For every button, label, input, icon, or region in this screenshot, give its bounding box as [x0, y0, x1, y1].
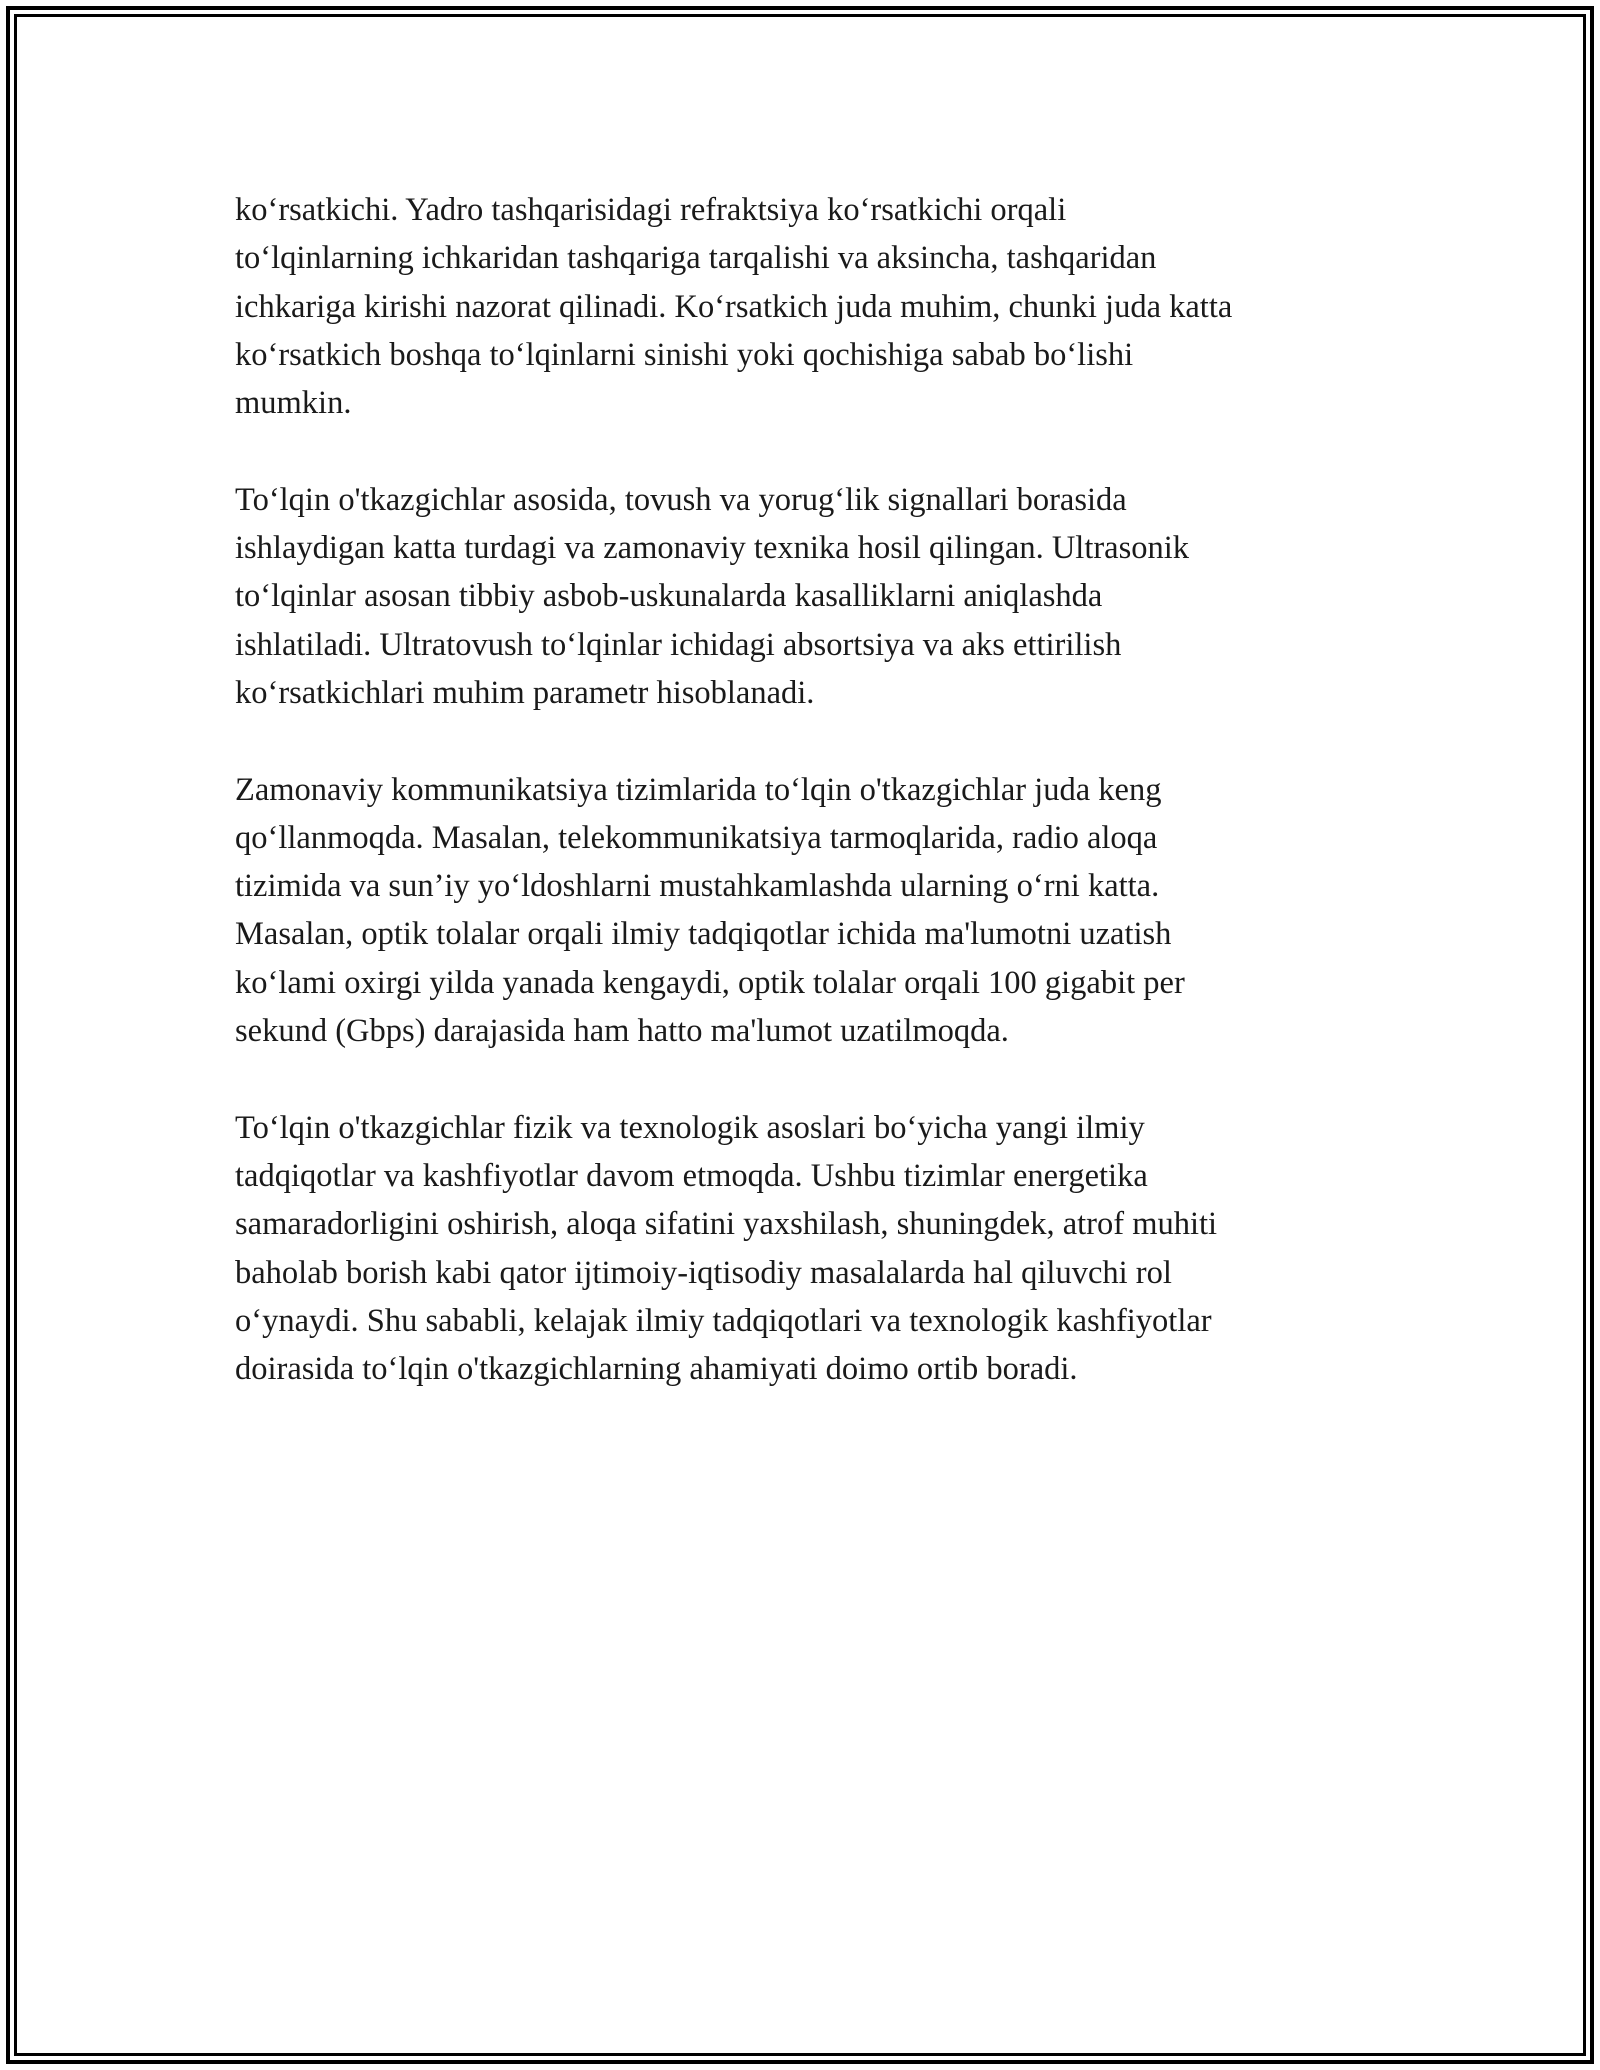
text-line: to‘lqinlarning ichkaridan tashqariga tarqalishi va aksincha, tashqaridan — [235, 240, 1157, 277]
text-line: sekund (Gbps) darajasida ham hatto ma'lumot uzatilmoqda. — [235, 1013, 1009, 1050]
text-line: qo‘llanmoqda. Masalan, telekommunikatsiya tarmoqlarida, radio aloqa — [235, 819, 1158, 856]
text-line: baholab borish kabi qator ijtimoiy-iqtisodiy masalalarda hal qiluvchi rol — [235, 1254, 1172, 1291]
text-line: to‘lqinlar asosan tibbiy asbob-uskunalarda kasalliklarni aniqlashda — [235, 578, 1103, 615]
paragraph-3 — [235, 766, 1375, 1056]
document-body — [235, 186, 1375, 1442]
text-line: mumkin. — [235, 385, 352, 422]
text-line: ishlatiladi. Ultratovush to‘lqinlar ichidagi absortsiya va aks ettirilish — [235, 626, 1122, 663]
text-line: ko‘rsatkich boshqa to‘lqinlarni sinishi yoki qochishiga sabab bo‘lishi — [235, 336, 1134, 373]
text-line: ko‘rsatkichi. Yadro tashqarisidagi refraktsiya ko‘rsatkichi orqali — [235, 192, 1067, 228]
text-line: To‘lqin o'tkazgichlar fizik va texnologik asoslari bo‘yicha yangi ilmiy — [235, 1109, 1145, 1146]
paragraph-2 — [235, 476, 1375, 717]
text-line: Zamonaviy kommunikatsiya tizimlarida to‘lqin o'tkazgichlar juda keng — [235, 771, 1162, 808]
text-line: Masalan, optik tolalar orqali ilmiy tadqiqotlar ichida ma'lumotni uzatish — [235, 916, 1172, 953]
text-line: tadqiqotlar va kashfiyotlar davom etmoqda. Ushbu tizimlar energetika — [235, 1157, 1148, 1194]
text-line: ichkariga kirishi nazorat qilinadi. Ko‘rsatkich juda muhim, chunki juda katta — [235, 288, 1233, 325]
text-line: ko‘lami oxirgi yilda yanada kengaydi, optik tolalar orqali 100 gigabit per — [235, 964, 1185, 1001]
text-line: To‘lqin o'tkazgichlar asosida, tovush va yorug‘lik signallari borasida — [235, 481, 1127, 518]
text-line: ishlaydigan katta turdagi va zamonaviy texnika hosil qilingan. Ultrasonik — [235, 530, 1190, 567]
paragraph-4 — [235, 1104, 1375, 1394]
text-line: tizimida va sun’iy yo‘ldoshlarni mustahkamlashda ularning o‘rni katta. — [235, 868, 1160, 905]
text-line: doirasida to‘lqin o'tkazgichlarning ahamiyati doimo ortib boradi. — [235, 1351, 1078, 1388]
text-line: ko‘rsatkichlari muhim parametr hisoblanadi. — [235, 674, 815, 711]
text-line: o‘ynaydi. Shu sababli, kelajak ilmiy tadqiqotlari va texnologik kashfiyotlar — [235, 1302, 1212, 1339]
paragraph-1 — [235, 186, 1375, 427]
text-line: samaradorligini oshirish, aloqa sifatini yaxshilash, shuningdek, atrof muhiti — [235, 1206, 1218, 1243]
